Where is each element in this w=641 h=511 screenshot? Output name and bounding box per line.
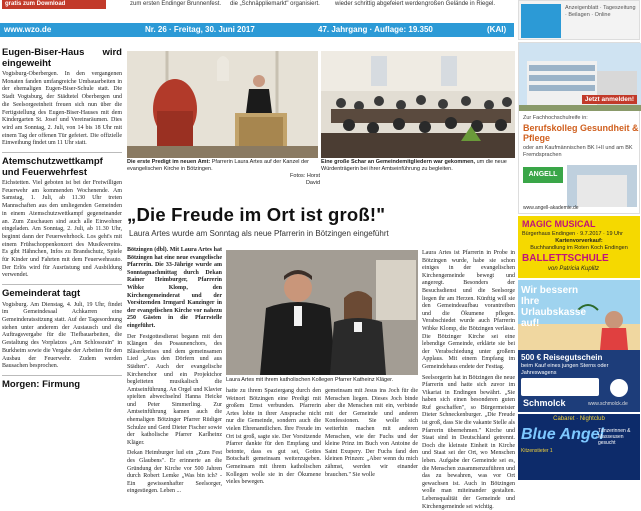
photo-caption [127,159,318,173]
article-column-2: hatte zu ihrem Spaziergang durch den Weinort Bötzingen eine Predigt mit großem Ernst verbunden. Pfarrerin Artes lobte in ihrer Ansprache nicht nur die Gemeinde, sondern auch die vielen Ehrenamtlichen. Ihre Freude im Ort ist groß, sagte sie. Der Vorsitzende Pfarrer dankte für den Empfang und betonte, dass es gut sei, Gottes Botschaft gemeinsam weiterzugeben. Gemeinsam mit ihrem katholischen Kollegen wolle sie in der Ökumene vieles bewegen. [226,388,321,480]
article-paragraph: Seelsorgerin hat in Bötzingen die neue Pfarrerin und hatte sich zuvor im Vikariat in Endingen bewährt. „Sie haben sich einen besonderen guten Ruf geschaffen", so Bürgermeister Dieter Schneckenburger. „Die Freude ist groß, dass Sie die vakante Stelle als Pfarrerin übernehmen." Kirche und Staat sind in Deutschland getrennt. Doch die kleinste Einheit in Kirche und Staat sei der Ort, wo Menschen leben. Aufgabe der Gemeinde sei es, die Menschen zusammenzuführen und das zu bewahren, was vor Ort gewachsen ist. Auch in Bötzingen wolle man miteinander gestalten. Lebensqualität der Gemeinde und Kirchengemeinde sei wichtig. [422,375,515,511]
caption-lead: Eine große Schar an Gemeindemitgliedern war gekommen, [321,159,475,165]
article-title: Eugen-Biser-Haus wird eingeweiht [2,48,122,69]
ad-url[interactable]: www.schmolck.de [588,401,628,407]
divider [2,152,122,153]
ad-text: oder am Kaufmännischen BK I+II und am BK Fremdsprachen [523,145,637,159]
top-snippet: großen Gelände in Riegel. [425,0,495,9]
ad-blue-angel[interactable] [518,414,640,480]
news-column-left [2,48,122,480]
article-paragraph: Der Festgottesdienst begann mit den Klängen des Posaunenchors, des Bläserkreises und dem gemeinsamen Lied „Aus den Dörfern und aus Städten". Auch der evangelische Kirchenchor und ein Projektchor begleiteten musikalisch die Amtseinführung. An Orgel und Klavier spielten abwechselnd Hanna Heicke und Peter Simmerling. Zur Amtseinführung kamen auch die ehemaligen Bötzinger Pfarrer Rüdiger Schulze und Gerd Dieter Fischer sowie der katholische Pfarrer Karlheinz Kläger. [127,334,222,448]
ad-cta: Jetzt anmelden! [582,95,637,104]
ad-schmolck[interactable] [518,350,640,412]
source-tag: (KAI) [487,23,506,37]
ad-text: beim Kauf eines jungen Sterns oder Jahreswagens [521,363,637,377]
divider [2,284,122,285]
ad-musical[interactable] [518,216,640,278]
ad-title: Blue Angel [521,426,604,444]
ad-title: 500 € Reisegutschein [521,353,602,362]
article-text: Vogtsburg-Oberbergen. In den vergangenen Monaten fanden umfangreiche Umbauarbeiten in der ehemaligen Eugen-Biser-Schule statt. Die Stadt Vogtsburg, der Städtetel Oberbergen und die Seelsorgeeinheit freuen sich nun über die Fertigstellung des Eugen-Biser-Hauses mit dem Kindergarten St. Josef und Vereinsräumen. Dies wird am Sonntag, 2. Juli, von 14 bis 18 Uhr mit einem Tag der offenen Tür gefeiert. Die offizielle Einweihung findet um 11 Uhr statt. [2,71,122,148]
divider [2,375,122,376]
top-snippet: wieder schrittig abgefeiert werden. [335,0,426,9]
article-lead: Bötzingen (dbl). Mit Laura Artes hat Bötzingen hat eine neue evangelische Pfarrerin. Die 33-Jährige wurde am Sonntagnachmittag durch Dekan Rainer Heimburger, Pfarrerin Wibke Klomp, den Kirchengemeinderat und der Vorsitzenden Irmgard Kanzinger in der evangelischen Kirche vor nahezu 250 Gästen in die Pfarrstelle eingeführt. [127,247,222,331]
ad-text: Buchhandlung im Roten Koch Endingen [522,245,636,251]
caption-lead: Die erste Predigt im neuen Amt: [127,159,210,165]
article-title: Gemeinderat tagt [2,289,122,300]
article-column-1 [127,247,222,480]
ad-text: von Patricia Kuplitz [548,266,599,272]
caption-text: Pfarrerin Laura Artes auf der Kanzel der evangelischen Kirche in Bötzingen. [127,159,309,172]
top-strip [0,0,515,9]
photo-credit: Fotos: Horst David [280,173,320,187]
article-text: Eichstetten. Viel geboten ist bei der Freiwilligen Feuerwehr am kommenden Wochenende. Am Samstag, 1. Juli, ab 11.30 Uhr treten Mannschaften aus den umliegenden Gemeinden in einem Atemschutzwettkampf gegeneinander an. Zum Zuschauen sind auch alle Einwohner eingeladen. Am Sonntag, 2. Juli, ab 11.30 Uhr, beginnt dann der Feuerwehrhock. Los geht's mit einem Frühschoppenkonzert des Musikvereins. Es gibt Hähnchen, Infos zu Brandschutz, Spiele für Kinder und Fahrten mit dem Feuerwehrauto. Der Erlös wird für Ausrüstung und Ausbildung verwendet. [2,180,122,280]
caption-text: um die neue Würdenträgerin bei ihrer Amtseinführung zu begleiten. [321,159,507,172]
ad-text: Kartenvorverkauf: [522,238,636,244]
ad-angell-akademie[interactable] [518,42,640,214]
ad-title: Wir bessern Ihre Urlaubskasse auf! [521,285,599,329]
ad-text: Zur Fachhochschulreife in: [523,115,588,121]
ad-brand: Schmolck [523,398,566,408]
article-column-4 [422,250,515,480]
article-paragraph: Laura Artes ist Pfarrerin in Probe in Bötzingen wurde, habe sie schon einiges in der evangelischen Kirchengemeinde bewegt und angeregt. Besonders der Besuchsdienst und die Seelsorge liegen ihr am Herzen. Künftig will sie den Gemeindeaufbau vorantreiben und die Ökumene pflegen. Verabschiedet wurde auch Pfarrerin Wibke Klomp, die Bötzingen verlässt. Die Bötzinger Kirche sei eine lebendige Gemeinde, erklärte sie bei der Verabschiedung unter großem Applaus. Mit einem Empfang im Gemeindehaus endete der Festtag. [422,250,515,372]
ad-text: Kitzenstieter 1 [521,448,553,454]
article-headline: „Die Freude im Ort ist groß!" [127,204,517,226]
article-title: Atemschutzwettkampf und Feuerwehrfest [2,157,122,178]
article-title: Morgen: Firmung [2,380,122,391]
photo-congregation [321,51,515,158]
ad-url[interactable]: www.angell-akademie.de [523,205,579,211]
ad-title: MAGIC MUSICAL [522,219,596,229]
ads-column [518,0,640,480]
article-paragraph: Dekan Heimburger lud ein „Zum Fest des Glaubens". Er erinnerte an die Gründung der Kirche vor 500 Jahren durch Robert Lemke „Was bin ich? - Ein gewissenhafter Seelsorger, eingestiegen. Leben ... [127,450,222,496]
ad-brand: ANGELL [523,167,563,183]
edition-info: 47. Jahrgang · Auflage: 19.350 [318,23,433,37]
ad-text: Tänzerinnen & Masseusen gesucht [598,428,638,446]
ad-title: BALLETTSCHULE [522,253,609,264]
ad-travel[interactable] [518,280,640,350]
article-text: Vogtsburg. Am Dienstag, 4. Juli, 19 Uhr, findet im Gemeindesaal Achkarren eine Gemeinderatssitzung statt. Auf der Tagesordnung stehen unter anderem der Austausch und die Auftragsvergabe für die Tiefbauarbeiten, die Gestaltung des Vorplatzes „Am Schlossrain" in Burkheim sowie die Vergabe der Arbeiten für den Ausbau der Feuerwehr. Zudem werden Bausachen besprochen. [2,302,122,371]
ad-publisher[interactable] [518,0,640,40]
photo-caption: Laura Artes mit ihrem katholischen Kollegen Pfarrer Katheinz Kläger. [226,377,426,384]
download-banner[interactable]: gratis zum Download [2,0,106,9]
issue-header-bar [0,23,514,37]
top-snippet: die „Schnäppliemarkt" organisiert. [230,0,320,9]
photo-pastors [226,250,418,375]
ad-text: Anzeigenblatt · Tageszeitung · Beilagen · Online [565,5,637,19]
photo-caption [321,159,515,173]
ad-title: Berufskolleg Gesundheit & Pflege [523,123,639,143]
ad-text: Cabaret · Nightclub [518,416,640,422]
top-snippet: zum ersten Endinger Brunnenfest. [130,0,221,9]
article-subheadline: Laura Artes wurde am Sonntag als neue Pfarrerin in Bötzingen eingeführt [129,229,514,238]
site-url[interactable]: www.wzo.de [4,23,51,37]
ad-text: Bürgerhaus Endingen · 9.7.2017 · 19 Uhr [522,231,636,237]
photo-pulpit [127,51,318,158]
article-column-3: gemeinsam mit Jesus ins Joch für die Menschen liegen. Dieses Joch binde aber die Menschen mit ein, verbinde mit der Gemeinde und anderen Konfessionen. Sie wolle sich weiterhin machen mit anderen Menschen, wie der Fuchs und der kleine Prinz im Buch von Antoine de Saint Exupery. Der Fuchs fand den kleinen Prinzen: „Aber wenn du mich zähmst, werden wir einander brauchen." Sie wolle [325,388,418,480]
issue-info: Nr. 26 · Freitag, 30. Juni 2017 [145,23,255,37]
